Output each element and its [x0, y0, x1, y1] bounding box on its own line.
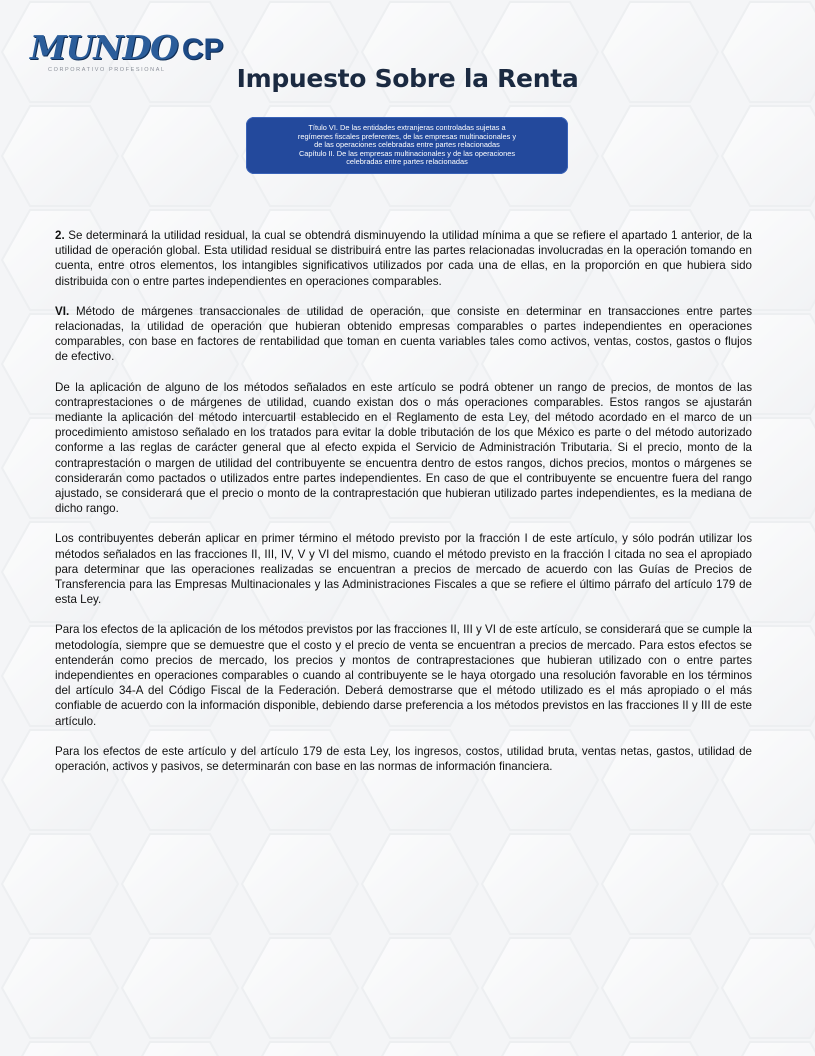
logo-tagline: CORPORATIVO PROFESIONAL [48, 67, 166, 73]
paragraph-fraccion-vi [55, 304, 752, 365]
banner-line: Título VI. De las entidades extranjeras controladas sujetas a [308, 123, 506, 133]
paragraph-normas-informacion: Para los efectos de este artículo y del artículo 179 de esta Ley, los ingresos, costos, utilidad bruta, ventas netas, gastos, utilidad de operación, activos y pasivos, se determinarán con base en las normas de información financiera. [55, 744, 752, 774]
paragraph-apartado-2 [55, 228, 752, 289]
banner-line: Capítulo II. De las empresas multinacionales y de las operaciones [298, 148, 516, 158]
document-body [55, 228, 752, 789]
banner-line: regímenes fiscales preferentes, de las empresas multinacionales y [297, 131, 517, 141]
paragraph-marker: VI. [55, 304, 70, 318]
logo-suffix: CP [181, 33, 224, 66]
paragraph-metodologia: Para los efectos de la aplicación de los métodos previstos por las fracciones II, III y VI de este artículo, se considerará que se cumple la metodología, siempre que se demuestre que el costo y el precio de venta se encuentran a precios de mercado. Para estos efectos se entenderán como precios de mercado, los precios y montos de contraprestaciones que hubieran utilizado con o entre partes independientes en operaciones comparables o cuando al contribuyente se le haya otorgado una resolución favorable en los términos del artículo 34-A del Código Fiscal de la Federación. Deberá demostrarse que el método utilizado es el más apropiado o el más confiable de acuerdo con la información disponible, debiendo darse preferencia a los métodos previstos en las fracciones II y III de este artículo. [55, 623, 752, 728]
paragraph-marker: 2. [55, 229, 65, 242]
logo-name: MUNDO [30, 28, 178, 67]
chapter-banner [246, 117, 568, 174]
logo-wordmark [30, 30, 224, 68]
paragraph-rangos: De la aplicación de alguno de los métodos señalados en este artículo se podrá obtener un rango de precios, de montos de las contraprestaciones o de márgenes de utilidad, cuando existan dos o más operaciones comparables. Estos rangos se ajustarán mediante la aplicación del método intercuartil establecido en el Reglamento de esta Ley, del método acordado en el marco de un procedimiento amistoso señalado en los tratados para evitar la doble tributación de los que México es parte o del método autorizado conforme a las reglas de carácter general que al efecto expida el Servicio de Administración Tributaria. Si el precio, monto de la contraprestación o margen de utilidad del contribuyente se encuentra dentro de estos rangos, dichos precios, montos o márgenes se considerarán como pactados o utilizados entre partes independientes. En caso de que el contribuyente se encuentre fuera del rango ajustado, se considerará que el precio o monto de la contraprestación que hubieran utilizado partes independientes, es la mediana de dicho rango. [55, 380, 752, 516]
banner-line: de las operaciones celebradas entre partes relacionadas [314, 140, 500, 150]
banner-line: celebradas entre partes relacionadas [346, 157, 468, 167]
paragraph-text: Método de márgenes transaccionales de utilidad de operación, que consiste en determinar en transacciones entre partes relacionadas, la utilidad de operación que hubieran obtenido empresas comparables o partes independientes en operaciones comparables, con base en factores de rentabilidad que toman en cuenta variables tales como activos, ventas, costos, gastos o flujos de efectivo. [55, 304, 752, 364]
page-title: Impuesto Sobre la Renta [236, 64, 579, 93]
paragraph-orden-metodos: Los contribuyentes deberán aplicar en primer término el método previsto por la fracción I de este artículo, y sólo podrán utilizar los métodos señalados en las fracciones II, III, IV, V y VI del mismo, cuando el método previsto en la fracción I citada no sea el apropiado para determinar que las operaciones realizadas se encuentran a precios de mercado de acuerdo con las Guías de Precios de Transferencia para las Empresas Multinacionales y las Administraciones Fiscales a que se refiere el último párrafo del artículo 179 de esta Ley. [55, 532, 752, 607]
paragraph-text: Se determinará la utilidad residual, la cual se obtendrá disminuyendo la utilidad mínima a que se refiere el apartado 1 anterior, de la utilidad de operación global. Esta utilidad residual se distribuirá entre las partes relacionadas involucradas en la operación tomando en cuenta, entre otros elementos, los intangibles significativos utilizados por cada una de ellas, en la proporción en que hubiera sido distribuida con o entre partes independientes en operaciones comparables. [55, 229, 752, 288]
